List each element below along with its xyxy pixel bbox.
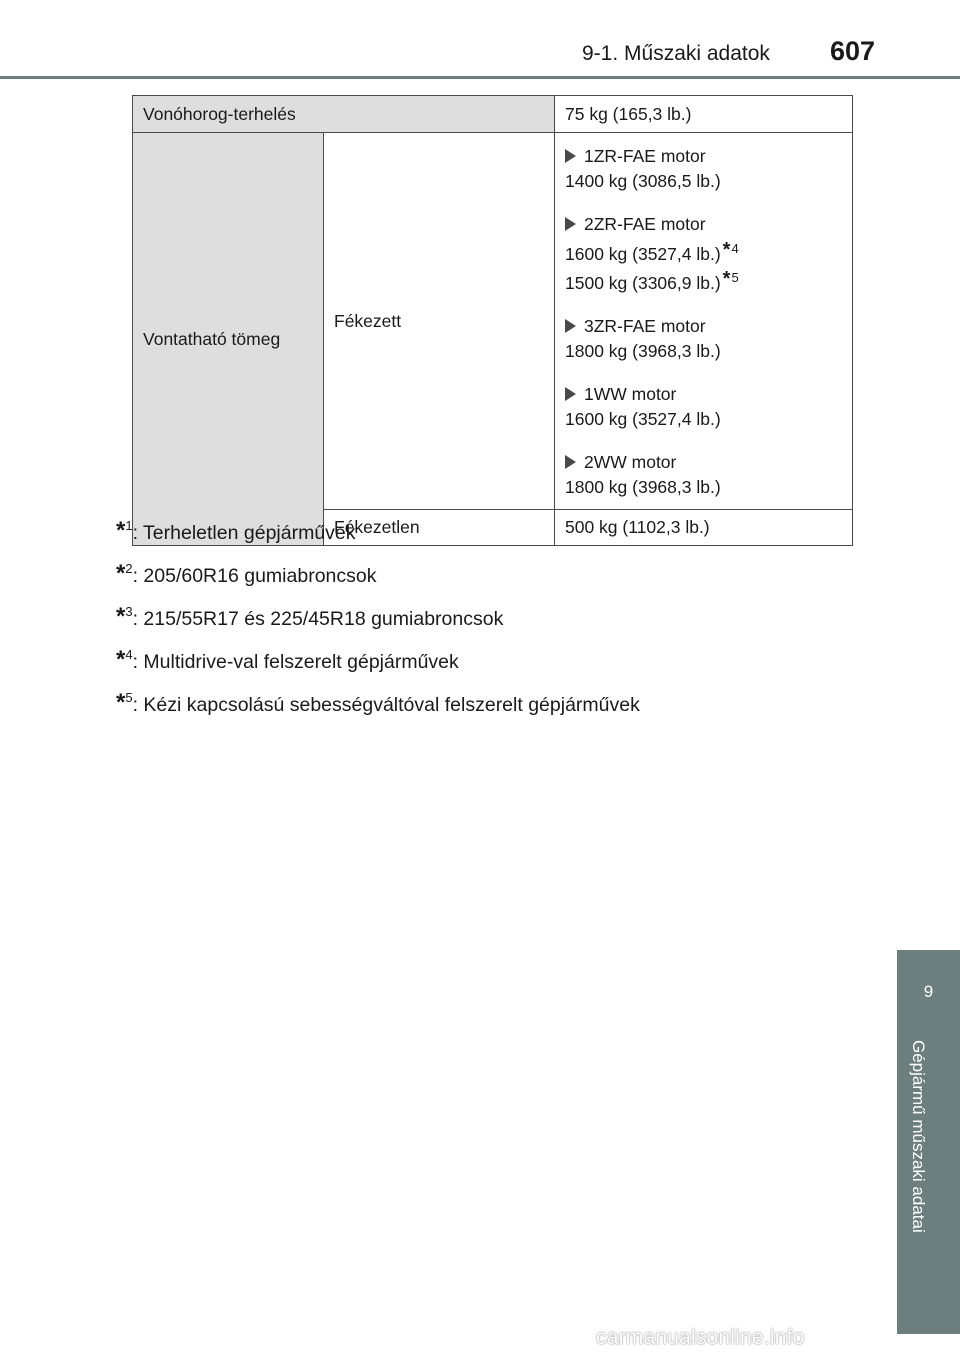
footnote-number: 5 [125,690,133,705]
footnote-asterisk-icon: * [116,560,126,587]
footnote-text: : Terheletlen gépjárművek [132,522,356,544]
footnote-number: 2 [125,561,133,576]
footnote-asterisk-icon: * [722,268,731,290]
engine-entry [565,311,842,365]
page-number: 607 [830,36,876,66]
mass-text: 1600 kg (3527,4 lb.) [565,244,721,264]
engine-mass-value [565,169,842,193]
engine-entry [565,209,842,297]
header-section-title: 9-1. Műszaki adatok [582,42,770,65]
footnote-text: : Kézi kapcsolású sebességváltóval felszerelt gépjárművek [132,694,640,716]
table-row [133,133,853,510]
unbraked-label: Fékezetlen [324,510,555,546]
engine-mass-value [565,407,842,431]
engine-name: 3ZR-FAE motor [584,316,706,336]
engine-mass-value [565,339,842,363]
engine-mass-value [565,266,842,295]
triangle-bullet-icon [565,455,576,469]
engine-mass-value [565,237,842,266]
footnote-asterisk-icon: * [722,239,731,261]
towable-mass-label: Vontatható tömeg [133,133,324,546]
engine-mass-value [565,475,842,499]
mass-text: 1800 kg (3968,3 lb.) [565,341,721,361]
footnote [116,637,640,680]
engine-line [565,313,842,339]
chapter-tab [897,1034,960,1334]
footnote-text: : 215/55R17 és 225/45R18 gumiabroncsok [132,608,504,630]
footnote-asterisk-icon: * [116,603,126,630]
footnote-asterisk-icon: * [116,517,126,544]
chapter-tab-number: 9 [897,950,960,1034]
braked-values [555,133,853,510]
engine-name: 2WW motor [584,452,677,472]
engine-entry [565,379,842,433]
engine-line [565,143,842,169]
mass-text: 1500 kg (3306,9 lb.) [565,273,721,293]
footnote-ref: 4 [731,241,739,256]
engine-line [565,381,842,407]
footnote-text: : Multidrive-val felszerelt gépjárművek [132,651,459,673]
footnote-number: 1 [125,518,133,533]
footnote-asterisk-icon: * [116,646,126,673]
footnote-number: 3 [125,604,133,619]
footnote [116,508,640,551]
triangle-bullet-icon [565,319,576,333]
engine-entry [565,141,842,195]
engine-line [565,211,842,237]
unbraked-value: 500 kg (1102,3 lb.) [555,510,853,546]
table-row [133,96,853,133]
engine-name: 2ZR-FAE motor [584,214,706,234]
engine-name: 1ZR-FAE motor [584,146,706,166]
hook-load-value: 75 kg (165,3 lb.) [555,96,853,133]
braked-label: Fékezett [324,133,555,510]
braked-list [565,141,842,501]
footnote [116,594,640,637]
triangle-bullet-icon [565,217,576,231]
footnote-asterisk-icon: * [116,689,126,716]
engine-line [565,449,842,475]
footnote-number: 4 [125,647,133,662]
triangle-bullet-icon [565,387,576,401]
mass-text: 1600 kg (3527,4 lb.) [565,409,721,429]
hook-load-label: Vonóhorog-terhelés [133,96,555,133]
footnote-ref: 5 [731,270,739,285]
footnotes [116,508,640,723]
specs-table [132,95,853,546]
mass-text: 1800 kg (3968,3 lb.) [565,477,721,497]
engine-name: 1WW motor [584,384,677,404]
watermark: carmanualsonline.info [596,1326,805,1349]
header-rule [0,76,960,79]
footnote [116,680,640,723]
chapter-tab-label: Gépjármű műszaki adatai [909,1040,928,1233]
footnote-text: : 205/60R16 gumiabroncsok [132,565,377,587]
mass-text: 1400 kg (3086,5 lb.) [565,171,721,191]
triangle-bullet-icon [565,149,576,163]
engine-entry [565,447,842,501]
footnote [116,551,640,594]
